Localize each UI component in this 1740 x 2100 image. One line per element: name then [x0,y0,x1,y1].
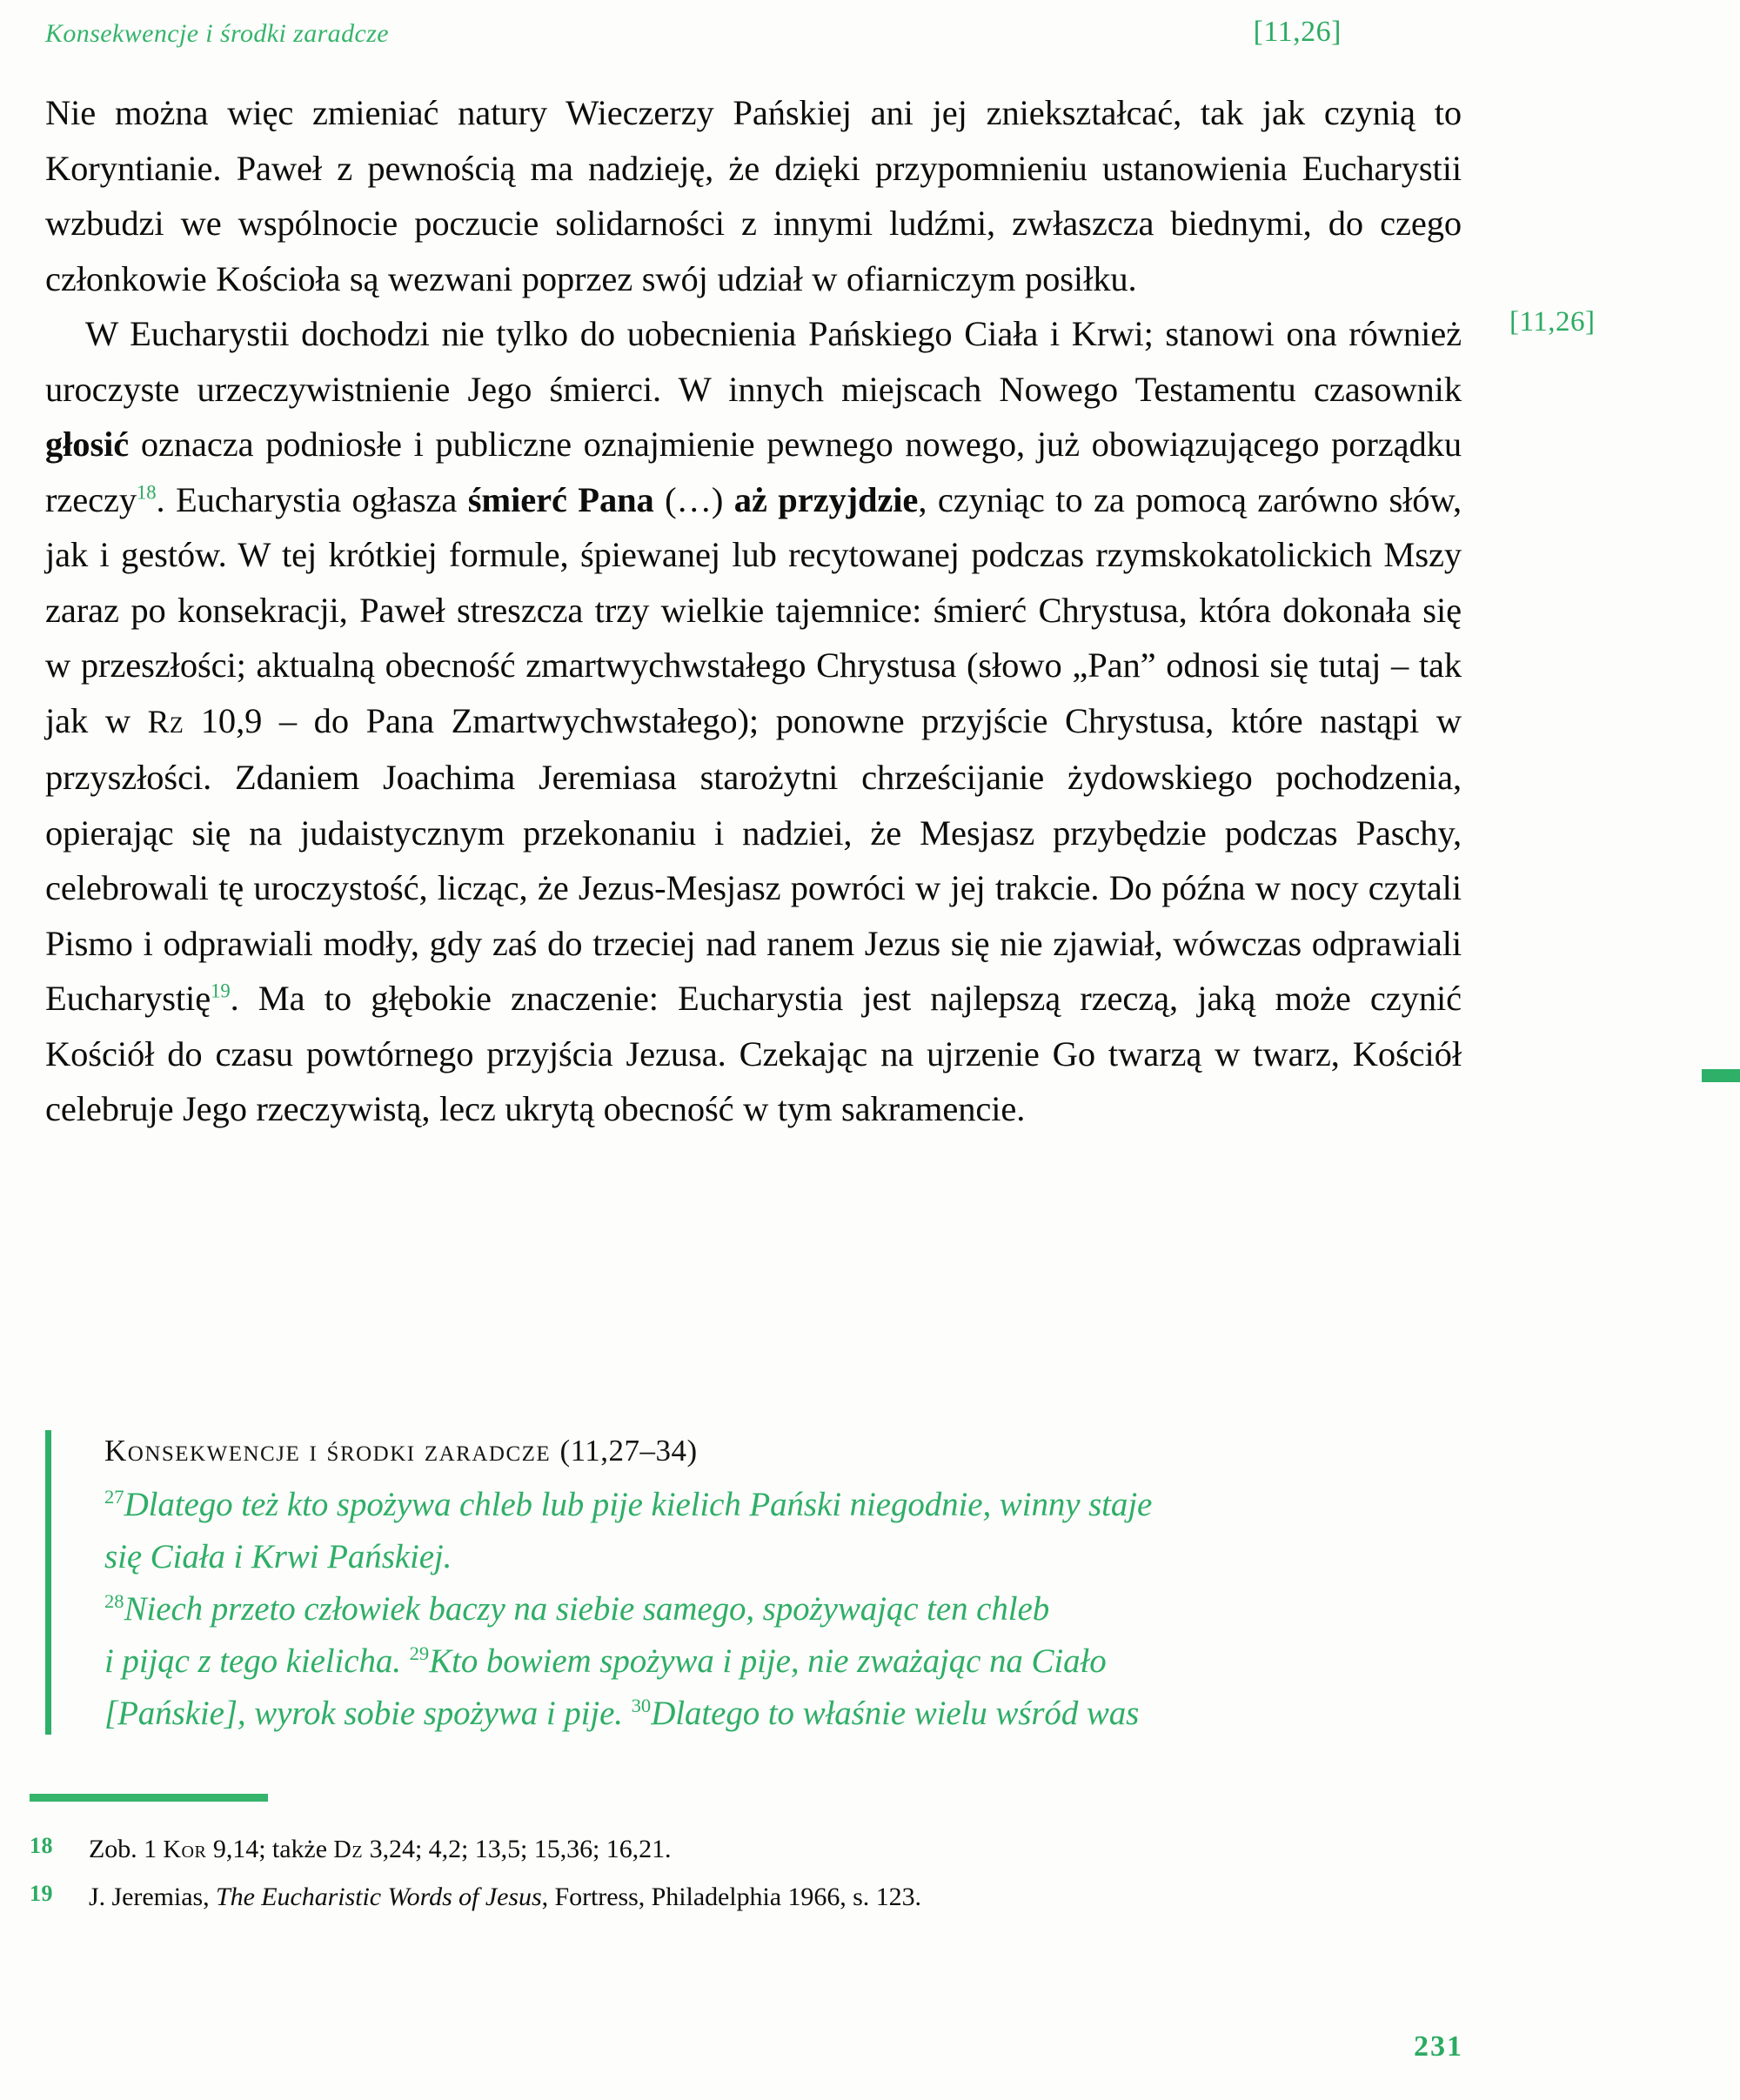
footnote-19-book-title: The Eucharistic Words of Jesus [215,1883,542,1911]
paragraph-2-segment-2: oznacza podniosłe i publiczne oznajmienie pewnego nowego, już obowiązującego porządku rzeczy [45,425,1462,519]
verse-number-27: 27 [104,1486,124,1508]
emphasis-smierc-pana: śmierć Pana [467,479,654,519]
scripture-abbrev-rz: Rz [147,704,184,740]
page-number: 231 [1414,2030,1463,2063]
footnote-18-segment-2: 9,14; także [206,1835,334,1863]
paragraph-2-segment-3: . Eucharystia ogłasza [156,479,468,519]
scripture-line-2-text: się Ciała i Krwi Pańskiej. [104,1538,452,1575]
emphasis-az-przyjdzie: aż przyjdzie [733,479,919,519]
paragraph-2-segment-5: , czyniąc to za pomocą zarówno słów, jak i gestów. W tej krótkiej formule, śpiewanej lub recytowanej podczas rzymskokatolickich Mszy zaraz po konsekracji, Paweł streszcza trzy wielkie tajemnice: śmierć Chrystusa, która dokonała się w przeszłości; aktualną obecność zmartwychwstałego Chrystusa (słowo „Pan” odnosi się tutaj – tak jak w [45,479,1462,740]
scripture-line-2 [104,1531,1505,1583]
scripture-line-5-text-a: [Pańskie], wyrok sobie spożywa i pije. [104,1695,632,1732]
footnote-18 [30,1828,1509,1872]
scripture-line-5-text-b: Dlatego to właśnie wielu wśród was [651,1695,1140,1732]
footnote-separator-rule [30,1794,268,1802]
verse-number-30: 30 [631,1695,652,1716]
footnote-18-abbrev-dz: Dz [333,1836,364,1863]
footnote-18-abbrev-kor: Kor [163,1836,207,1863]
body-paragraph-1 [45,85,1462,306]
margin-tab-mark [1702,1069,1740,1082]
quote-side-rule [45,1430,51,1735]
running-head-reference: [11,26] [1253,16,1342,48]
footnote-marker-18[interactable]: 18 [137,481,157,503]
scripture-line-3-text: Niech przeto człowiek baczy na siebie samego, spożywając ten chleb [124,1590,1050,1628]
scripture-line-3 [104,1583,1505,1635]
body-paragraph-2 [45,306,1462,1137]
footnote-19-number: 19 [30,1881,53,1906]
scripture-line-5 [104,1688,1505,1740]
running-head [45,16,1681,59]
scripture-line-4 [104,1635,1505,1688]
footnote-marker-19[interactable]: 19 [211,980,231,1002]
scripture-line-4-text-b: Kto bowiem spożywa i pije, nie zważając na Ciało [429,1642,1107,1680]
footnote-19 [30,1876,1509,1919]
verse-number-29: 29 [409,1642,430,1664]
margin-verse-reference: [11,26] [1509,306,1596,338]
text-column [45,85,1462,1137]
paragraph-2-segment-7: . Ma to głębokie znaczenie: Eucharystia jest najlepszą rzeczą, jaką może czynić Kościół do czasu powtórnego przyjścia Jezusa. Czekając na ujrzenie Go twarzą w twarz, Kościół celebruje Jego rzeczywistą, lecz ukrytą obecność w tym sakramencie. [45,979,1462,1128]
paragraph-2-segment-6: 10,9 – do Pana Zmartwychwstałego); ponowne przyjście Chrystusa, które nastąpi w przyszłości. Zdaniem Joachima Jeremiasa starożytni chrześcijanie żydowskiego pochodzenia, opierając się na judaistycznym przekonaniu i nadziei, że Mesjasz przybędzie podczas Paschy, celebrowali tę uroczystość, licząc, że Jezus-Mesjasz powróci w jej trakcie. Do późna w nocy czytali Pismo i odprawiali modły, gdy zaś do trzeciej nad ranem Jezus się nie zjawiał, wówczas odprawiali Eucharystię [45,700,1462,1018]
pericope-heading-title: Konsekwencje i środki zaradcze [104,1434,552,1468]
paragraph-1-text: Nie można więc zmieniać natury Wieczerzy Pańskiej ani jej zniekształcać, tak jak czynią to Koryntianie. Paweł z pewnością ma nadzieję, że dzięki przypomnieniu ustanowienia Eucharystii wzbudzi we wspólnocie poczucie solidarności z innymi ludźmi, zwłaszcza biednymi, do czego członkowie Kościoła są wezwani poprzez swój udział w ofiarniczym posiłku. [45,93,1462,298]
footnotes-section [30,1794,1509,1923]
scripture-line-1 [104,1479,1505,1531]
scripture-line-4-text-a: i pijąc z tego kielicha. [104,1642,410,1680]
verse-number-28: 28 [104,1590,124,1612]
pericope-heading-range: (11,27–34) [559,1434,698,1468]
footnote-19-segment-1: J. Jeremias, [89,1883,216,1911]
scripture-quote-block [45,1427,1505,1740]
running-head-title: Konsekwencje i środki zaradcze [45,19,389,48]
footnote-18-number: 18 [30,1833,53,1858]
footnote-19-segment-2: , Fortress, Philadelphia 1966, s. 123. [541,1883,922,1911]
paragraph-2-segment-4: (…) [653,479,734,519]
footnote-18-segment-3: 3,24; 4,2; 13,5; 15,36; 16,21. [363,1835,672,1863]
footnote-18-segment-1: Zob. 1 [89,1835,164,1863]
scripture-line-1-text: Dlatego też kto spożywa chleb lub pije kielich Pański niegodnie, winny staje [124,1486,1153,1523]
pericope-heading [104,1427,1505,1475]
paragraph-2-segment-1: W Eucharystii dochodzi nie tylko do uobecnienia Pańskiego Ciała i Krwi; stanowi ona również uroczyste urzeczywistnienie Jego śmierci. W innych miejscach Nowego Testamentu czasownik [45,314,1462,409]
emphasis-glosic: głosić [45,425,130,464]
